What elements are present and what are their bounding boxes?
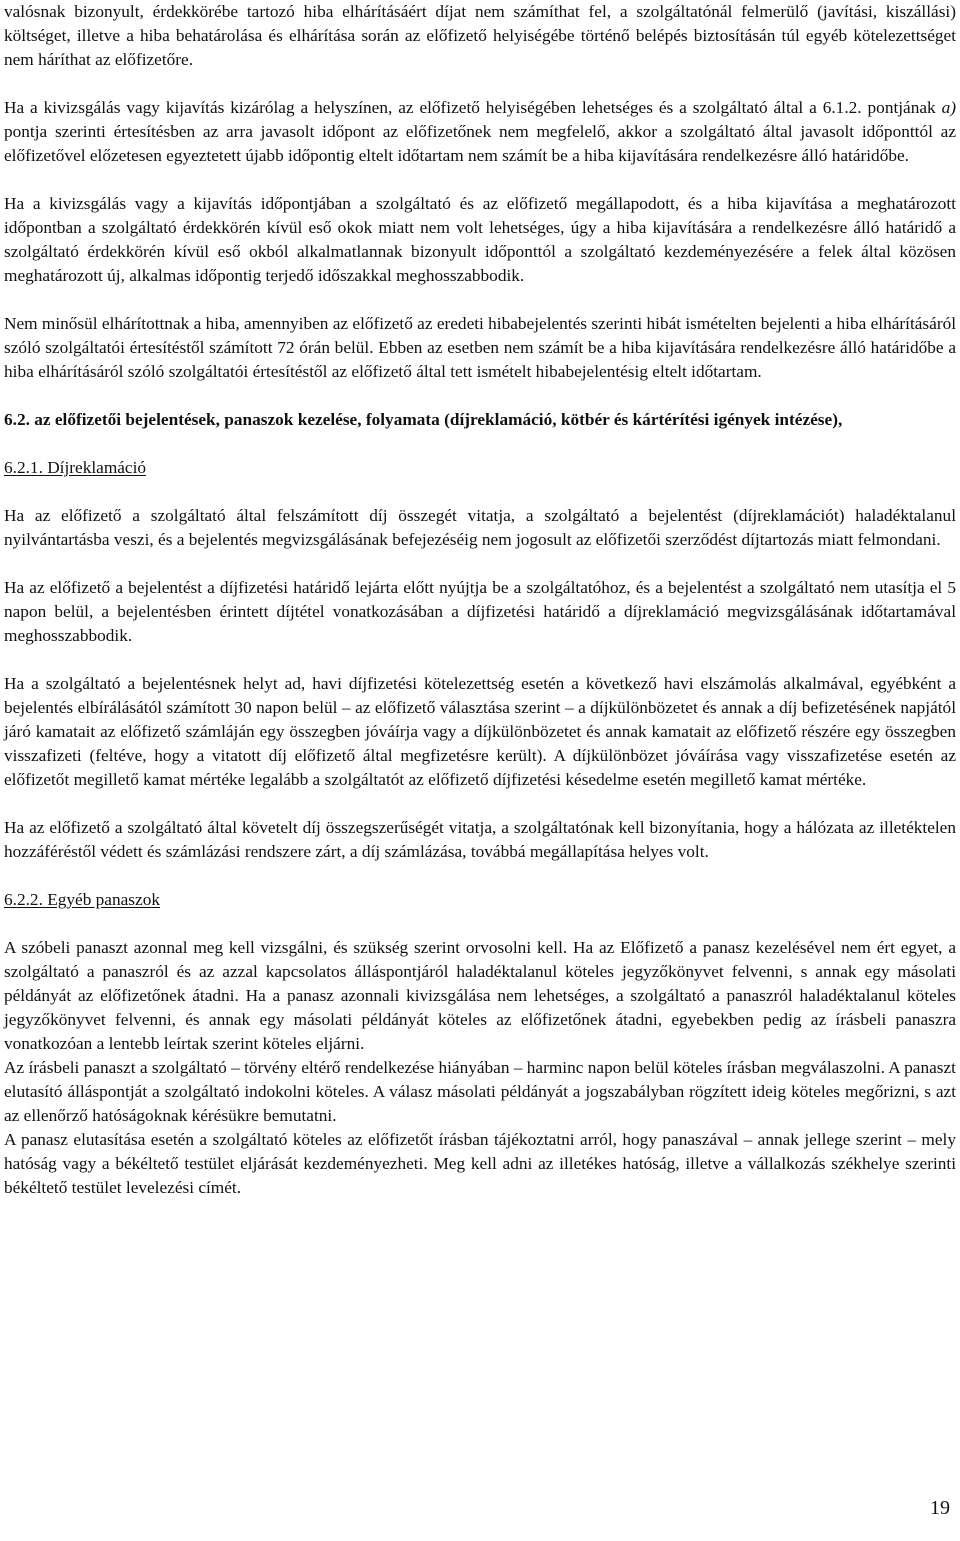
paragraph-onsite-item-ref: a): [941, 98, 957, 117]
paragraph-rejection: A panasz elutasítása esetén a szolgáltató köteles az előfizetőt írásban tájékoztatni arról, hogy panaszával – annak jellege szerint – mely hatóság vagy a békéltető testület eljárását kezdeményezheti. Meg kell adni az illetékes hatóság, illetve a vállalkozás székhelye szerinti békéltető testület levelezési címét.: [4, 1130, 956, 1197]
subsection-title-6-2-1: [4, 456, 956, 480]
subsection-title-6-2-2-text: 6.2.2. Egyéb panaszok: [4, 890, 160, 909]
paragraph-onsite-word: pontjának: [867, 98, 936, 117]
paragraph-onsite-rest: pontja szerinti értesítésben az arra javasolt időpont az előfizetőnek nem megfelelő, akkor a szolgáltató által javasolt időponttól az előfizetővel előzetesen egyeztetett újabb időpontig eltelt időtartam nem számít be a hiba kijavítására rendelkezésre álló határidőbe.: [4, 122, 956, 165]
paragraph-agreed-time: Ha a kivizsgálás vagy a kijavítás időpontjában a szolgáltató és az előfizető megállapodott, és a hiba kijavítása a meghatározott időpontban a szolgáltató érdekkörén kívül eső okok miatt nem volt lehetséges, úgy a hiba kijavítására a rendelkezésre álló határidő a szolgáltató érdekkörén kívül eső okból alkalmatlannak bizonyult időponttól a szolgáltató kezdeményezésére a felek által közösen meghatározott új, alkalmas időpontig terjedő időszakkal meghosszabbodik.: [4, 194, 956, 285]
paragraph-written-complaint: Az írásbeli panaszt a szolgáltató – törvény eltérő rendelkezése hiányában – harminc napon belül köteles írásban megválaszolni. A panaszt elutasító álláspontját a szolgáltató indokolni köteles. A válasz másolati példányát a jogszabályban rögzített ideig köteles megőrizni, s azt az ellenőrző hatóságoknak kérésükre bemutatni.: [4, 1058, 956, 1125]
section-heading-6-2: 6.2. az előfizetői bejelentések, panaszok kezelése, folyamata (díjreklamáció, kötbér és kártérítési igények intézése),: [4, 410, 843, 429]
paragraph-not-resolved: Nem minősül elhárítottnak a hiba, amennyiben az előfizető az eredeti hibabejelentés szerinti hibát ismételten bejelenti a hiba elhárításáról szóló szolgáltatói értesítéstől számított 72 órán belül. Ebben az esetben nem számít be a hiba kijavítására rendelkezésre álló határidőbe a hiba elhárításáról szóló szolgáltatói értesítéstől az előfizető által tett ismételt hibabejelentésig eltelt időtartam.: [4, 314, 957, 381]
paragraph-intro: valósnak bizonyult, érdekkörébe tartozó hiba elhárításáért díjat nem számíthat fel, a szolgáltatónál felmerülő (javítási, kiszállási) költséget, illetve a hiba behatárolása és elhárítása során az előfizető helyiségébe történő belépés biztosításán túl egyéb kötelezettséget nem háríthat az előfizetőre.: [4, 2, 956, 69]
page-number: 19: [930, 1497, 950, 1519]
paragraph-onsite-repair: [4, 96, 956, 168]
paragraph-burden-of-proof: Ha az előfizető a szolgáltató által követelt díj összegszerűségét vitatja, a szolgáltatónak kell bizonyítania, hogy a hálózata az illetéktelen hozzáféréstől védett és számlázási rendszere zárt, a díj számlázása, továbbá megállapítása helyes volt.: [4, 818, 956, 861]
paragraph-fee-dispute: Ha az előfizető a szolgáltató által felszámított díj összegét vitatja, a szolgáltató a bejelentést (díjreklamációt) haladéktalanul nyilvántartásba veszi, és a bejelentés megvizsgálásának befejezéséig nem jogosult az előfizetői szerződést díjtartozás miatt felmondani.: [4, 506, 956, 549]
subsection-title-6-2-1-text: 6.2.1. Díjreklamáció: [4, 458, 147, 477]
paragraph-deadline-extension: Ha az előfizető a bejelentést a díjfizetési határidő lejárta előtt nyújtja be a szolgáltatóhoz, és a bejelentést a szolgáltató nem utasítja el 5 napon belül, a bejelentésben érintett díjtétel vonatkozásában a díjfizetési határidő a díjreklamáció megvizsgálásának időtartamával meghosszabbodik.: [4, 578, 956, 645]
paragraph-onsite-prefix: Ha a kivizsgálás vagy kijavítás kizárólag a helyszínen, az előfizető helyiségében lehetséges és a szolgáltató által a 6.1.2.: [4, 98, 862, 117]
subsection-title-6-2-2: [4, 888, 956, 912]
paragraph-refund: Ha a szolgáltató a bejelentésnek helyt ad, havi díjfizetési kötelezettség esetén a következő havi elszámolás alkalmával, egyébként a bejelentés elbírálásától számított 30 napon belül – az előfizető választása szerint – a díjkülönbözetet és annak a díj befizetésének napjától járó kamatait az előfizető számláján egy összegben jóváírja vagy a díjkülönbözetet és annak kamatait az előfizető részére egy összegben visszafizeti (feltéve, hogy a vitatott díj előfizető által megfizetésre került). A díjkülönbözet jóváírása vagy visszafizetése esetén az előfizetőt megillető kamat mértéke legalább a szolgáltatót az előfizető díjfizetési késedelme esetén megillető kamat mértéke.: [4, 674, 956, 789]
paragraph-oral-complaint: A szóbeli panaszt azonnal meg kell vizsgálni, és szükség szerint orvosolni kell. Ha az Előfizető a panasz kezelésével nem ért egyet, a szolgáltató a panaszról és az azzal kapcsolatos álláspontjáról haladéktalanul köteles jegyzőkönyvet felvenni, s annak egy másolati példányát az előfizetőnek átadni. Ha a panasz azonnali kivizsgálása nem lehetséges, a szolgáltató a panaszról haladéktalanul köteles jegyzőkönyvet felvenni, és annak egy másolati példányát köteles az előfizetőnek átadni, egyebekben pedig az írásbeli panaszra vonatkozóan a lentebb leírtak szerint köteles eljárni.: [4, 938, 956, 1053]
document-page: [4, 0, 956, 1200]
